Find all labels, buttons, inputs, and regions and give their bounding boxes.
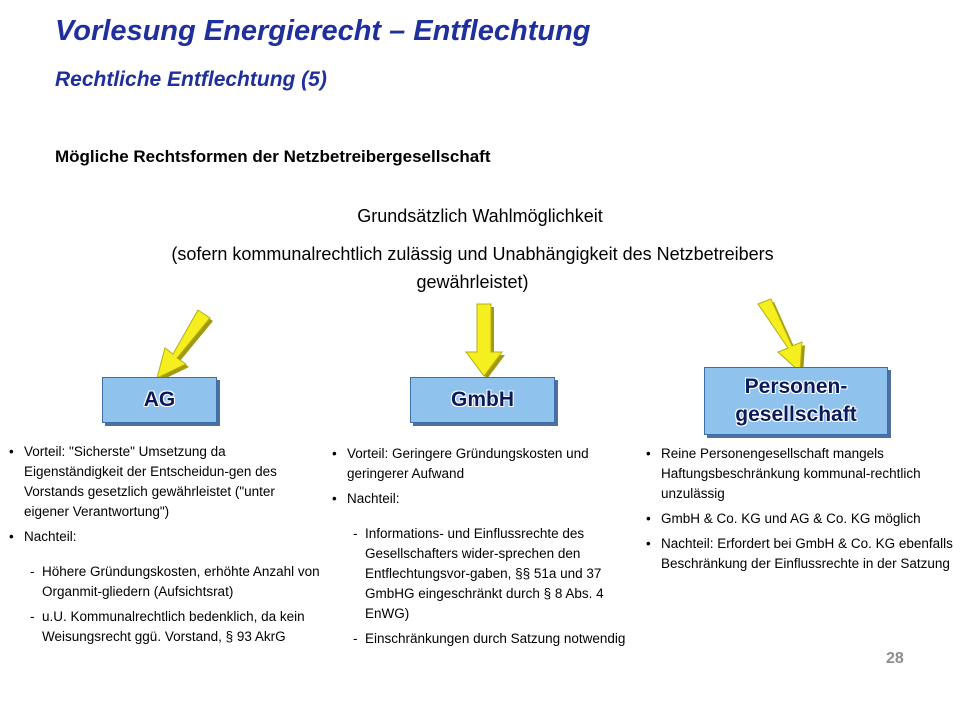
intro-line-2: (sofern kommunalrechtlich zulässig und Unabhängigkeit des Netzbetreibers gewährleistet) — [171, 244, 774, 292]
ag-disadvantage-item: - Höhere Gründungskosten, erhöhte Anzahl von Organmit-gliedern (Aufsichtsrat) — [9, 562, 321, 602]
gmbh-disadvantage-label: • Nachteil: — [332, 489, 632, 509]
arrow-down-left-icon — [140, 300, 230, 380]
arrow-down-icon — [460, 300, 510, 380]
gmbh-box — [410, 377, 555, 423]
personen-point: • Reine Personengesellschaft mangels Haftungsbeschränkung kommunal-rechtlich unzulässig — [646, 444, 958, 504]
page-number: 28 — [886, 650, 904, 667]
section-heading: Mögliche Rechtsformen der Netzbetreibergesellschaft — [55, 147, 491, 166]
personen-column — [646, 444, 958, 579]
arrow-down-right-icon — [752, 296, 822, 378]
personen-point: • Nachteil: Erfordert bei GmbH & Co. KG ebenfalls Beschränkung der Einflussrechte in der Satzung — [646, 534, 958, 574]
personen-box-line-1: Personen- — [744, 375, 848, 398]
ag-advantage: • Vorteil: "Sicherste" Umsetzung da Eigenständigkeit der Entscheidun-gen des Vorstands gesetzlich gewährleistet ("unter eigener Verantwortung") — [9, 442, 321, 522]
ag-column — [9, 442, 321, 652]
ag-box — [102, 377, 217, 423]
gmbh-box-label: GmbH — [451, 388, 514, 411]
gmbh-column — [332, 444, 632, 654]
gmbh-disadvantage-item: - Einschränkungen durch Satzung notwendig — [332, 629, 632, 649]
ag-disadvantage-label: • Nachteil: — [9, 527, 321, 547]
personen-box-line-2: gesellschaft — [735, 403, 857, 426]
intro-line-1: Grundsätzlich Wahlmöglichkeit — [357, 206, 603, 226]
ag-disadvantage-item: - u.U. Kommunalrechtlich bedenklich, da kein Weisungsrecht ggü. Vorstand, § 93 AkrG — [9, 607, 321, 647]
personengesellschaft-box — [704, 367, 888, 435]
personen-point: • GmbH & Co. KG und AG & Co. KG möglich — [646, 509, 958, 529]
gmbh-disadvantage-item: - Informations- und Einflussrechte des Gesellschafters wider-sprechen den Entflechtungsvor-gaben, §§ 51a und 37 GmbHG eingeschränkt durch § 8 Abs. 4 EnWG) — [332, 524, 632, 624]
gmbh-advantage: • Vorteil: Geringere Gründungskosten und geringerer Aufwand — [332, 444, 632, 484]
slide-subtitle: Rechtliche Entflechtung (5) — [55, 68, 327, 91]
slide-title: Vorlesung Energierecht – Entflechtung — [55, 15, 591, 47]
ag-box-label: AG — [143, 388, 176, 411]
